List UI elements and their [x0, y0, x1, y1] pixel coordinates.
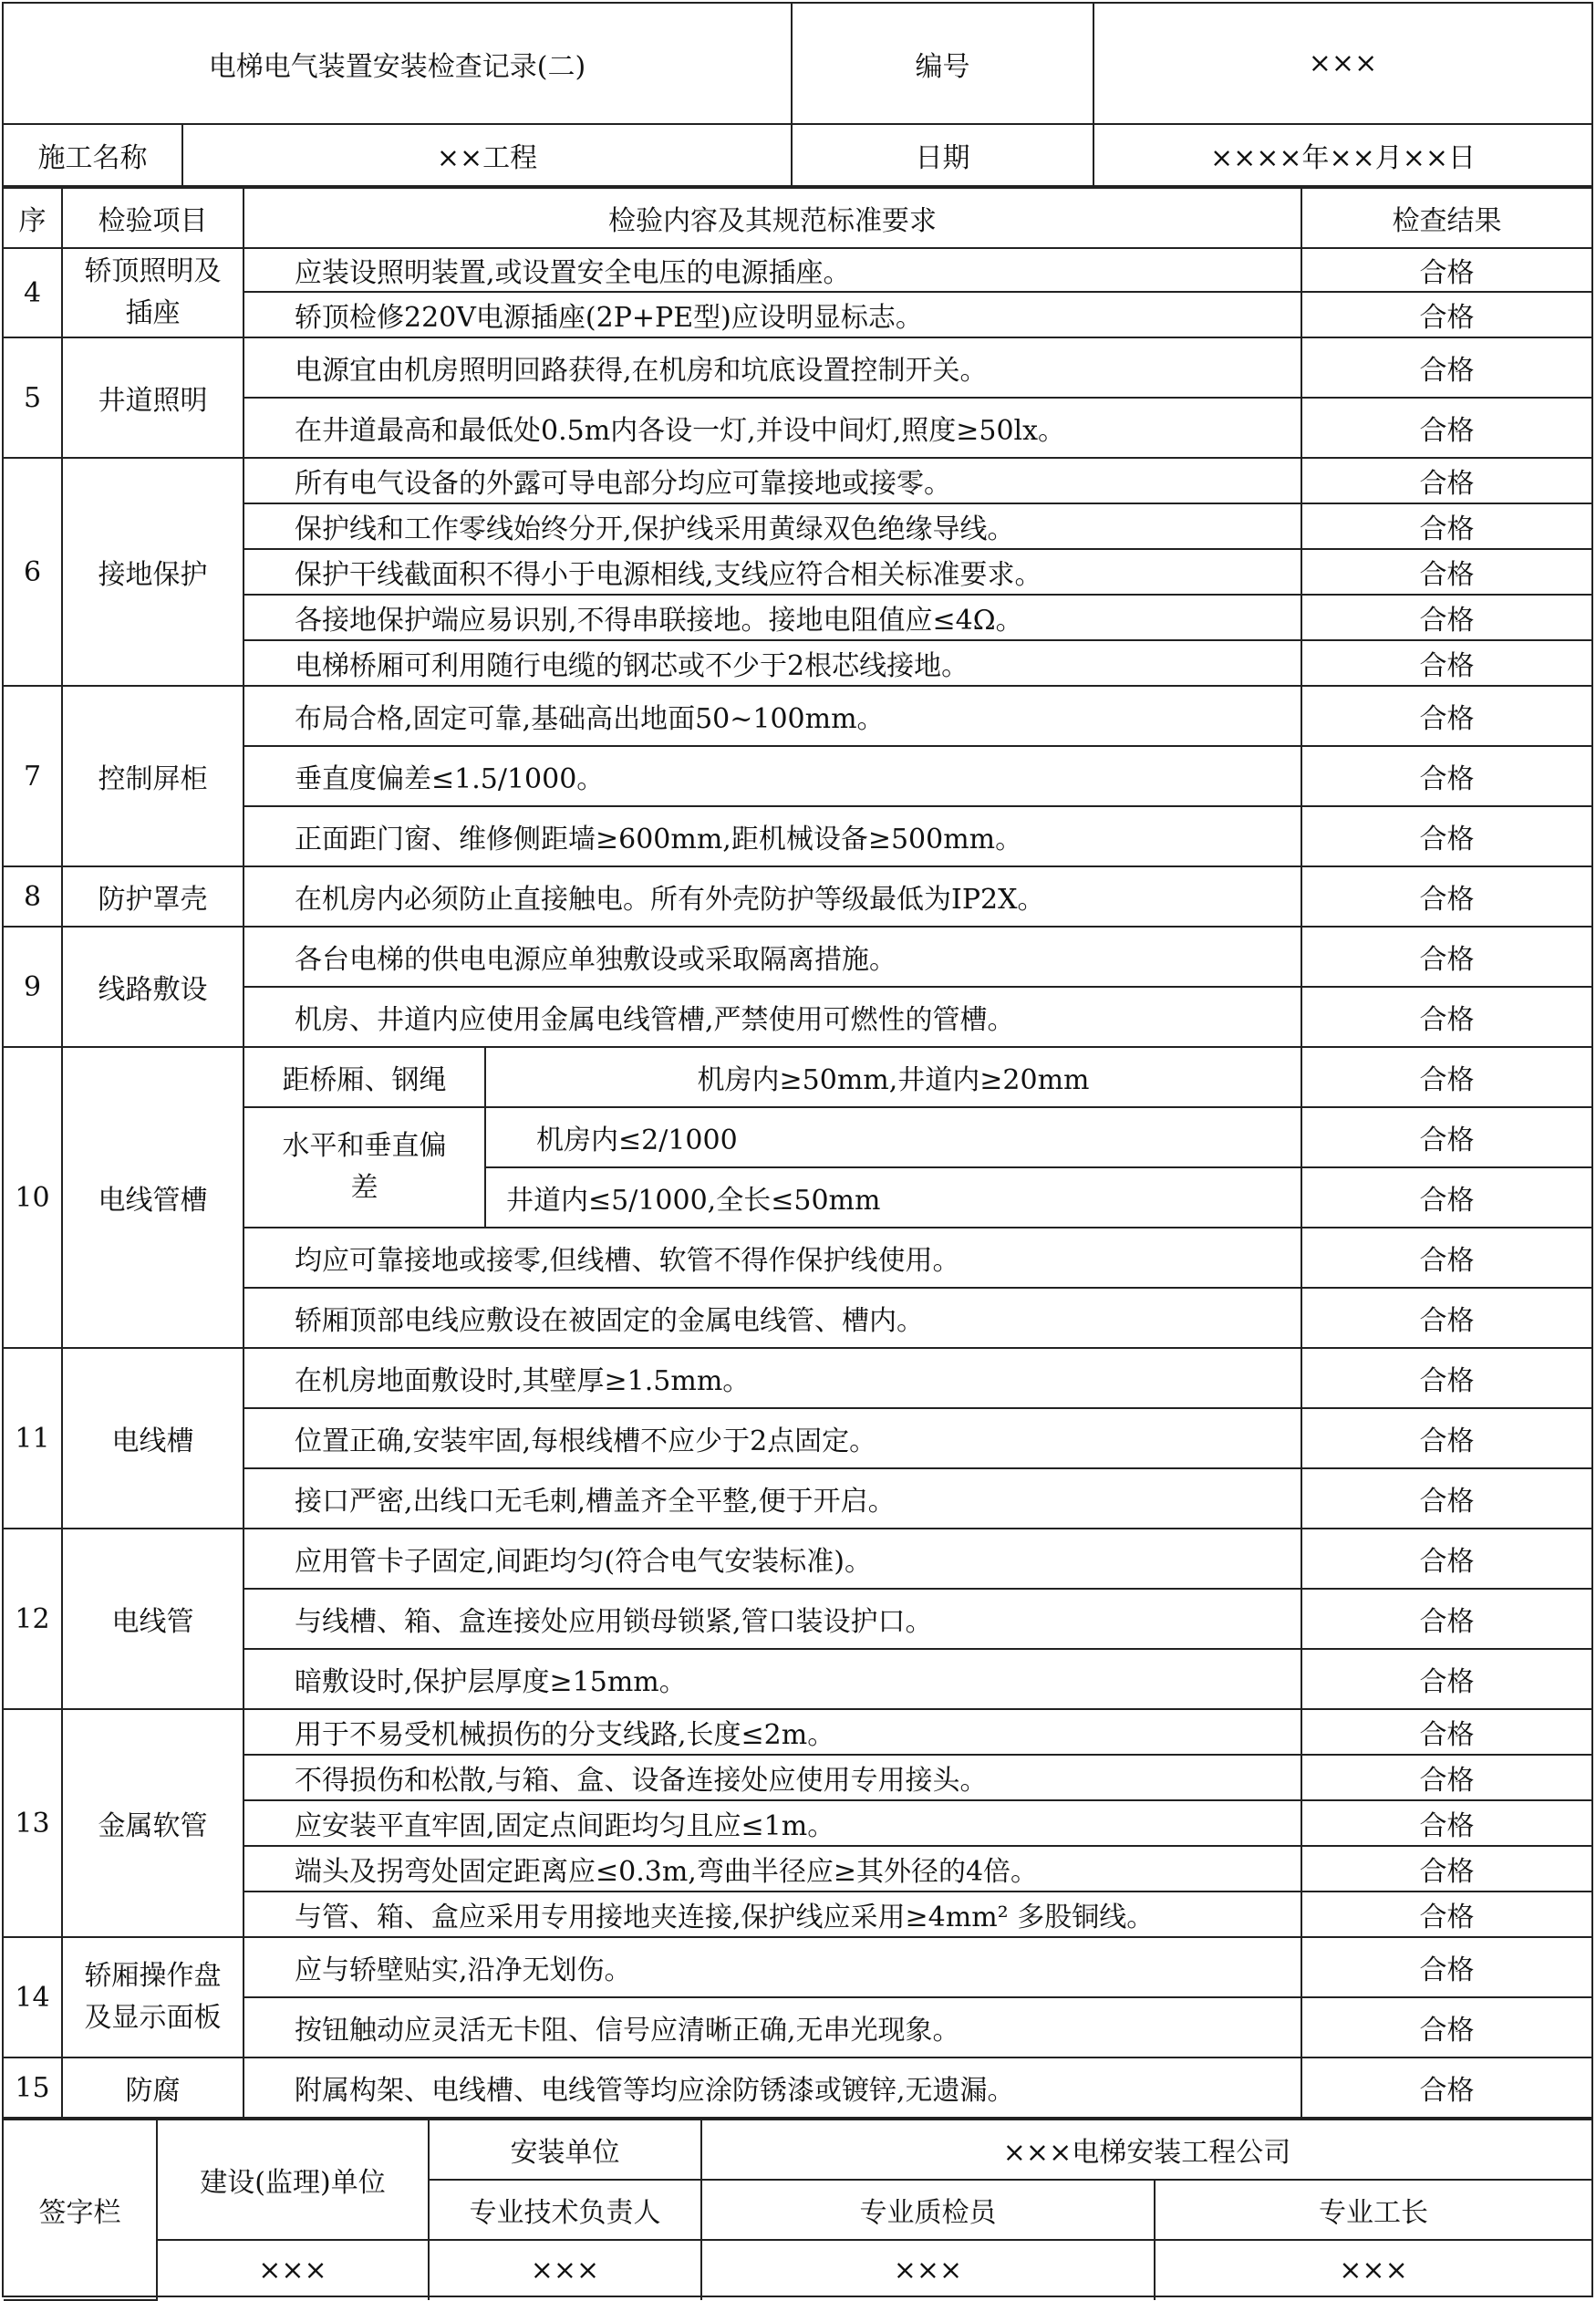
col-result: 检查结果 — [1301, 188, 1591, 248]
row-seq: 4 — [4, 248, 62, 337]
result-cell: 合格 — [1301, 292, 1591, 337]
row-seq: 5 — [4, 337, 62, 458]
foreman-label: 专业工长 — [1155, 2180, 1591, 2240]
row-seq: 9 — [4, 927, 62, 1047]
requirement-text: 电源宜由机房照明回路获得,在机房和坑底设置控制开关。 — [244, 337, 1301, 398]
col-seq: 序 — [4, 188, 62, 248]
table-row — [4, 248, 1591, 292]
result-cell: 合格 — [1301, 1846, 1591, 1892]
record-title: 电梯电气装置安装检查记录(二) — [4, 4, 792, 124]
signature-label: 签字栏 — [4, 2120, 157, 2300]
result-cell: 合格 — [1301, 1047, 1591, 1107]
row-item: 电线槽 — [62, 1348, 244, 1529]
row-item: 轿厢操作盘及显示面板 — [62, 1937, 244, 2057]
table-row — [4, 1709, 1591, 1755]
requirement-text: 附属构架、电线槽、电线管等均应涂防锈漆或镀锌,无遗漏。 — [244, 2057, 1301, 2118]
result-cell: 合格 — [1301, 2057, 1591, 2118]
foreman-signature: ××× — [1155, 2240, 1591, 2300]
install-unit-label: 安装单位 — [429, 2120, 701, 2180]
requirement-text: 应用管卡子固定,间距均匀(符合电气安装标准)。 — [244, 1529, 1301, 1589]
sub-value-deviation-room: 机房内≤2/1000 — [485, 1107, 1301, 1167]
requirement-text: 与线槽、箱、盒连接处应用锁母锁紧,管口装设护口。 — [244, 1589, 1301, 1649]
sub-label-clearance: 距桥厢、钢绳 — [244, 1047, 485, 1107]
row-seq: 14 — [4, 1937, 62, 2057]
result-cell: 合格 — [1301, 398, 1591, 458]
row-seq: 8 — [4, 866, 62, 927]
requirement-text: 应与轿壁贴实,沿净无划伤。 — [244, 1937, 1301, 1997]
result-cell: 合格 — [1301, 1937, 1591, 1997]
row-item: 金属软管 — [62, 1709, 244, 1937]
requirement-text: 各台电梯的供电电源应单独敷设或采取隔离措施。 — [244, 927, 1301, 987]
inspection-record-sheet — [2, 2, 1593, 2297]
result-cell: 合格 — [1301, 806, 1591, 866]
row-seq: 6 — [4, 458, 62, 686]
result-cell: 合格 — [1301, 1649, 1591, 1709]
table-row — [4, 1348, 1591, 1408]
requirement-text: 应装设照明装置,或设置安全电压的电源插座。 — [244, 248, 1301, 292]
result-cell: 合格 — [1301, 927, 1591, 987]
result-cell: 合格 — [1301, 1892, 1591, 1937]
col-content: 检验内容及其规范标准要求 — [244, 188, 1301, 248]
table-row — [4, 1529, 1591, 1589]
requirement-text: 垂直度偏差≤1.5/1000。 — [244, 746, 1301, 806]
row-item: 电线管 — [62, 1529, 244, 1709]
result-cell: 合格 — [1301, 248, 1591, 292]
row-item: 线路敷设 — [62, 927, 244, 1047]
row-item: 轿顶照明及插座 — [62, 248, 244, 337]
requirement-text: 在井道最高和最低处0.5m内各设一灯,并设中间灯,照度≥50lx。 — [244, 398, 1301, 458]
requirement-text: 用于不易受机械损伤的分支线路,长度≤2m。 — [244, 1709, 1301, 1755]
requirement-text: 端头及拐弯处固定距离应≤0.3m,弯曲半径应≥其外径的4倍。 — [244, 1846, 1301, 1892]
result-cell: 合格 — [1301, 595, 1591, 640]
row-item: 井道照明 — [62, 337, 244, 458]
result-cell: 合格 — [1301, 1167, 1591, 1228]
row-item: 防护罩壳 — [62, 866, 244, 927]
requirement-text: 所有电气设备的外露可导电部分均应可靠接地或接零。 — [244, 458, 1301, 503]
requirement-text: 应安装平直牢固,固定点间距均匀且应≤1m。 — [244, 1800, 1301, 1846]
result-cell: 合格 — [1301, 1529, 1591, 1589]
tech-lead-signature: ××× — [429, 2240, 701, 2300]
result-cell: 合格 — [1301, 458, 1591, 503]
result-cell: 合格 — [1301, 1348, 1591, 1408]
install-unit-value: ×××电梯安装工程公司 — [701, 2120, 1591, 2180]
row-seq: 12 — [4, 1529, 62, 1709]
table-row — [4, 927, 1591, 987]
sub-value-deviation-shaft: 井道内≤5/1000,全长≤50mm — [485, 1167, 1301, 1228]
result-cell: 合格 — [1301, 1468, 1591, 1529]
table-row — [4, 866, 1591, 927]
qc-signature: ××× — [701, 2240, 1155, 2300]
requirement-text: 位置正确,安装牢固,每根线槽不应少于2点固定。 — [244, 1408, 1301, 1468]
project-value: ××工程 — [182, 124, 792, 186]
result-cell: 合格 — [1301, 866, 1591, 927]
requirement-text: 在机房内必须防止直接触电。所有外壳防护等级最低为IP2X。 — [244, 866, 1301, 927]
table-row — [4, 1937, 1591, 1997]
row-seq: 13 — [4, 1709, 62, 1937]
date-label: 日期 — [792, 124, 1093, 186]
result-cell: 合格 — [1301, 1288, 1591, 1348]
requirement-text: 正面距门窗、维修侧距墙≥600mm,距机械设备≥500mm。 — [244, 806, 1301, 866]
date-value: ××××年××月××日 — [1093, 124, 1591, 186]
col-item: 检验项目 — [62, 188, 244, 248]
row-seq: 10 — [4, 1047, 62, 1348]
requirement-text: 与管、箱、盒应采用专用接地夹连接,保护线应采用≥4mm² 多股铜线。 — [244, 1892, 1301, 1937]
row-item: 接地保护 — [62, 458, 244, 686]
result-cell: 合格 — [1301, 1228, 1591, 1288]
sub-value-clearance: 机房内≥50mm,井道内≥20mm — [485, 1047, 1301, 1107]
requirement-text: 各接地保护端应易识别,不得串联接地。接地电阻值应≤4Ω。 — [244, 595, 1301, 640]
requirement-text: 电梯桥厢可利用随行电缆的钢芯或不少于2根芯线接地。 — [244, 640, 1301, 686]
requirement-text: 不得损伤和松散,与箱、盒、设备连接处应使用专用接头。 — [244, 1755, 1301, 1800]
requirement-text: 布局合格,固定可靠,基础高出地面50~100mm。 — [244, 686, 1301, 746]
requirement-text: 保护线和工作零线始终分开,保护线采用黄绿双色绝缘导线。 — [244, 503, 1301, 549]
row-item: 防腐 — [62, 2057, 244, 2118]
result-cell: 合格 — [1301, 1997, 1591, 2057]
row-seq: 15 — [4, 2057, 62, 2118]
signature-table — [4, 2119, 1591, 2301]
table-row — [4, 1047, 1591, 1107]
requirement-text: 暗敷设时,保护层厚度≥15mm。 — [244, 1649, 1301, 1709]
project-label: 施工名称 — [4, 124, 182, 186]
result-cell: 合格 — [1301, 1107, 1591, 1167]
column-header-row — [4, 188, 1591, 248]
table-row — [4, 458, 1591, 503]
requirement-text: 按钮触动应灵活无卡阻、信号应清晰正确,无串光现象。 — [244, 1997, 1301, 2057]
requirement-text: 轿厢顶部电线应敷设在被固定的金属电线管、槽内。 — [244, 1288, 1301, 1348]
qc-label: 专业质检员 — [701, 2180, 1155, 2240]
inspection-table — [4, 187, 1591, 2119]
row-item: 控制屏柜 — [62, 686, 244, 866]
result-cell: 合格 — [1301, 987, 1591, 1047]
builder-signature: ××× — [157, 2240, 429, 2300]
result-cell: 合格 — [1301, 640, 1591, 686]
header-table — [4, 4, 1591, 187]
result-cell: 合格 — [1301, 1408, 1591, 1468]
row-seq: 11 — [4, 1348, 62, 1529]
result-cell: 合格 — [1301, 1800, 1591, 1846]
requirement-text: 保护干线截面积不得小于电源相线,支线应符合相关标准要求。 — [244, 549, 1301, 595]
result-cell: 合格 — [1301, 746, 1591, 806]
result-cell: 合格 — [1301, 337, 1591, 398]
result-cell: 合格 — [1301, 686, 1591, 746]
tech-lead-label: 专业技术负责人 — [429, 2180, 701, 2240]
requirement-text: 接口严密,出线口无毛刺,槽盖齐全平整,便于开启。 — [244, 1468, 1301, 1529]
requirement-text: 轿顶检修220V电源插座(2P+PE型)应设明显标志。 — [244, 292, 1301, 337]
builder-label: 建设(监理)单位 — [157, 2120, 429, 2240]
table-row — [4, 2057, 1591, 2118]
result-cell: 合格 — [1301, 549, 1591, 595]
requirement-text: 机房、井道内应使用金属电线管槽,严禁使用可燃性的管槽。 — [244, 987, 1301, 1047]
sub-label-deviation: 水平和垂直偏差 — [244, 1107, 485, 1228]
requirement-text: 均应可靠接地或接零,但线槽、软管不得作保护线使用。 — [244, 1228, 1301, 1288]
result-cell: 合格 — [1301, 503, 1591, 549]
table-row — [4, 686, 1591, 746]
result-cell: 合格 — [1301, 1589, 1591, 1649]
number-label: 编号 — [792, 4, 1093, 124]
result-cell: 合格 — [1301, 1709, 1591, 1755]
row-item: 电线管槽 — [62, 1047, 244, 1348]
number-value: ××× — [1093, 4, 1591, 124]
table-row — [4, 337, 1591, 398]
row-seq: 7 — [4, 686, 62, 866]
requirement-text: 在机房地面敷设时,其壁厚≥1.5mm。 — [244, 1348, 1301, 1408]
result-cell: 合格 — [1301, 1755, 1591, 1800]
